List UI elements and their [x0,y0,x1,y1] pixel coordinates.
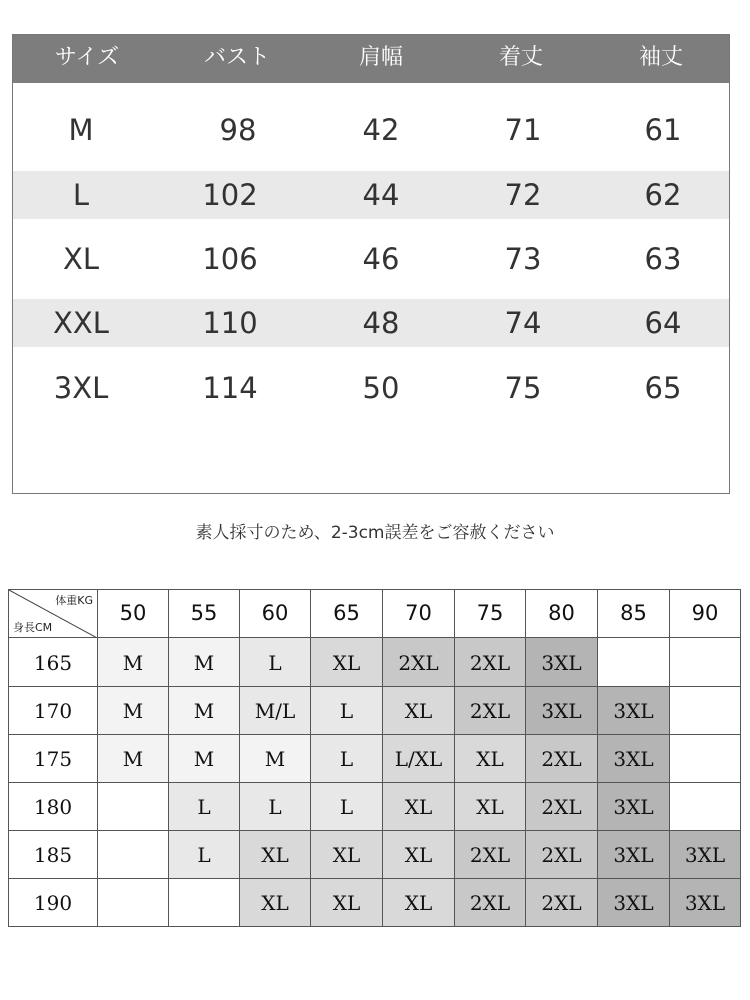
size-recommendation-cell: M [168,637,240,687]
height-header: 175 [8,734,98,783]
size-recommendation-cell: M [239,734,311,783]
size-recommendation-cell: 3XL [597,878,670,927]
size-recommendation-cell: XL [239,878,311,927]
bust-cell: 102 [202,178,258,212]
size-cell: XXL [53,306,109,340]
weight-header: 80 [525,589,598,638]
size-recommendation-cell: M [168,686,240,735]
size-cell: XL [62,242,100,276]
height-header: 185 [8,830,98,879]
length-cell: 71 [504,113,542,147]
size-row-l [13,171,729,219]
header-sleeve: 袖丈 [638,45,683,70]
weight-header: 75 [454,589,526,638]
bust-cell: 114 [202,371,258,405]
size-recommendation-cell: XL [382,830,455,879]
length-cell: 72 [504,178,542,212]
size-row-xxl [13,299,729,347]
shoulder-cell: 44 [362,178,400,212]
size-recommendation-cell: XL [382,782,455,831]
size-recommendation-cell: 2XL [525,830,598,879]
size-recommendation-cell: M [168,734,240,783]
height-header: 180 [8,782,98,831]
size-recommendation-cell: 2XL [454,637,526,687]
size-row-m [13,106,729,154]
size-recommendation-cell: M [97,686,169,735]
weight-axis-label: 体重KG [55,594,93,607]
size-recommendation-cell: 2XL [382,637,455,687]
shoulder-cell: 46 [362,242,400,276]
size-recommendation-cell: 2XL [525,878,598,927]
size-recommendation-cell: XL [454,782,526,831]
size-recommendation-cell [597,637,670,687]
size-recommendation-cell [97,878,169,927]
sleeve-cell: 63 [644,242,682,276]
height-header: 165 [8,637,98,687]
size-recommendation-cell: M/L [239,686,311,735]
shoulder-cell: 42 [362,113,400,147]
size-recommendation-cell: XL [454,734,526,783]
size-recommendation-cell: 3XL [597,734,670,783]
weight-header: 90 [669,589,741,638]
height-header: 170 [8,686,98,735]
size-recommendation-cell [669,782,741,831]
size-table-header [13,35,729,83]
size-recommendation-cell: XL [239,830,311,879]
bust-cell: 98 [219,113,257,147]
size-recommendation-cell: XL [382,686,455,735]
bust-cell: 110 [202,306,258,340]
weight-header: 70 [382,589,455,638]
size-recommendation-cell: M [97,734,169,783]
length-cell: 75 [504,371,542,405]
header-bust: バスト [203,45,270,70]
length-cell: 73 [504,242,542,276]
height-header: 190 [8,878,98,927]
size-recommendation-cell: XL [310,637,383,687]
weight-header: 50 [97,589,169,638]
size-recommendation-cell: 3XL [525,686,598,735]
header-shoulder: 肩幅 [358,45,403,70]
weight-header: 55 [168,589,240,638]
size-recommendation-cell: 3XL [597,686,670,735]
size-recommendation-cell [669,686,741,735]
height-axis-label: 身長CM [13,621,53,634]
length-cell: 74 [504,306,542,340]
size-row-xl [13,235,729,283]
size-recommendation-cell: 2XL [454,830,526,879]
size-recommendation-cell: 2XL [454,878,526,927]
size-recommendation-cell [168,878,240,927]
sleeve-cell: 62 [644,178,682,212]
size-table [12,34,730,494]
size-recommendation-cell: XL [310,830,383,879]
size-recommendation-cell: L [239,637,311,687]
weight-header: 60 [239,589,311,638]
weight-header: 85 [597,589,670,638]
sleeve-cell: 64 [644,306,682,340]
size-recommendation-cell: 2XL [454,686,526,735]
header-size: サイズ [54,45,120,70]
size-recommendation-cell: L [168,830,240,879]
size-cell: L [72,178,90,212]
size-recommendation-cell: 3XL [669,878,741,927]
sleeve-cell: 61 [644,113,682,147]
size-recommendation-cell: M [97,637,169,687]
size-recommendation-cell [669,637,741,687]
size-cell: 3XL [53,371,109,405]
size-recommendation-cell: 3XL [597,830,670,879]
header-length: 着丈 [498,45,543,70]
size-recommendation-cell: XL [310,878,383,927]
size-recommendation-cell [97,782,169,831]
size-recommendation-cell: 3XL [525,637,598,687]
size-recommendation-cell: XL [382,878,455,927]
size-recommendation-cell: 3XL [597,782,670,831]
size-recommendation-cell: L [310,734,383,783]
size-recommendation-cell: L/XL [382,734,455,783]
measurement-note: 素人採寸のため、2-3cm誤差をご容赦ください [195,523,555,543]
size-row-3xl [13,364,729,412]
shoulder-cell: 50 [362,371,400,405]
size-recommendation-cell: 3XL [669,830,741,879]
size-recommendation-cell: L [168,782,240,831]
size-recommendation-cell: L [310,686,383,735]
corner-cell [8,589,98,638]
size-cell: M [68,113,94,147]
weight-header: 65 [310,589,383,638]
size-recommendation-cell: L [239,782,311,831]
size-recommendation-cell: 2XL [525,734,598,783]
size-recommendation-cell [669,734,741,783]
sleeve-cell: 65 [644,371,682,405]
shoulder-cell: 48 [362,306,400,340]
bust-cell: 106 [202,242,258,276]
size-recommendation-cell: L [310,782,383,831]
size-recommendation-cell [97,830,169,879]
size-recommendation-cell: 2XL [525,782,598,831]
